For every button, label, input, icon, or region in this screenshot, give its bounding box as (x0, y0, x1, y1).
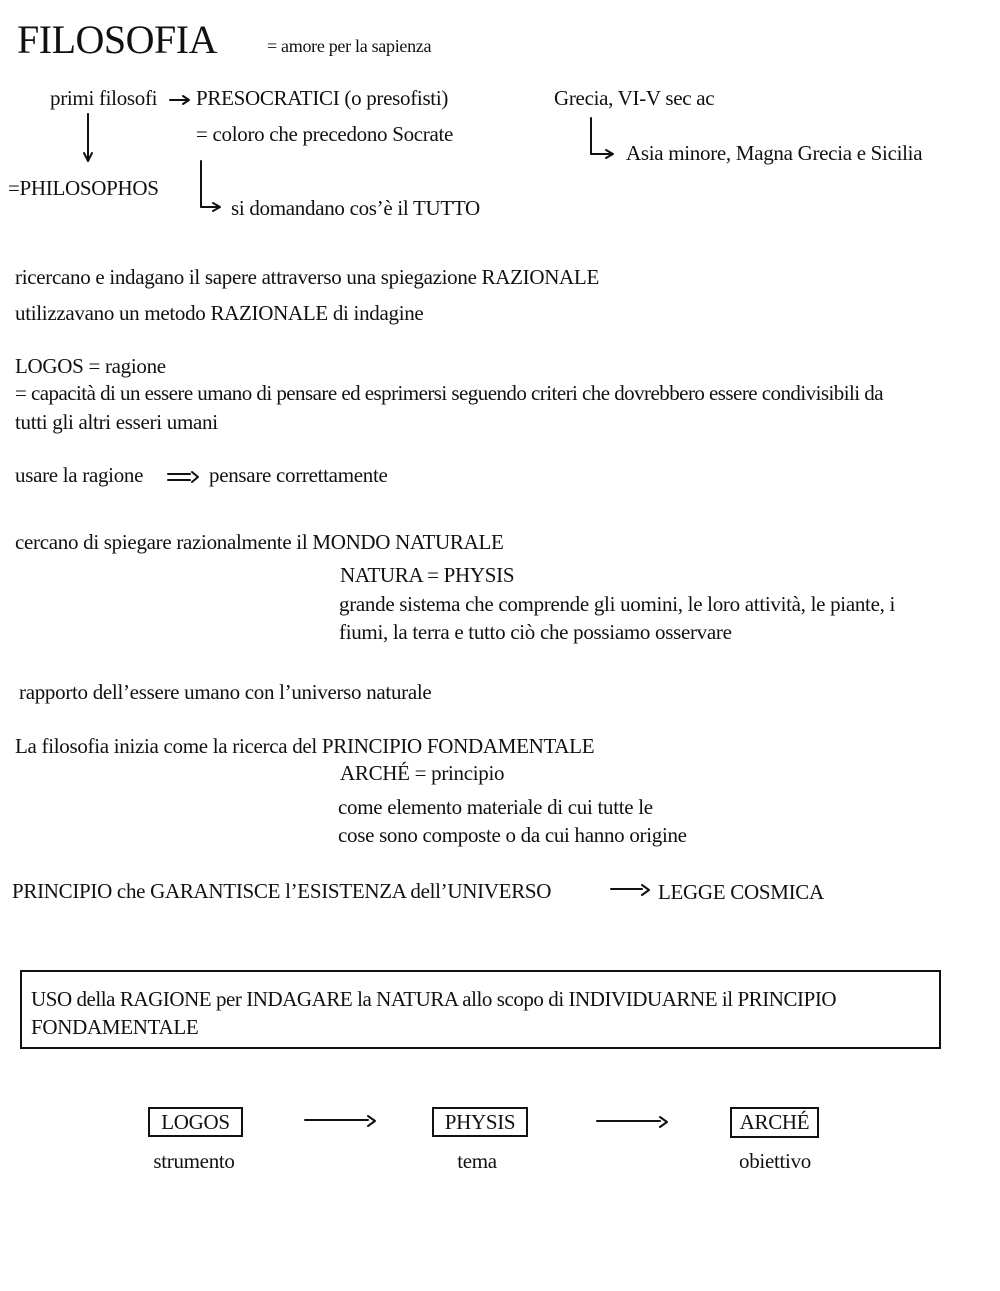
arche-description-2: cose sono composte o da cui hanno origine (338, 823, 687, 847)
tutto-text: si domandano cos’è il TUTTO (231, 196, 480, 220)
flow-caption-strumento: strumento (153, 1149, 235, 1173)
flow-caption-tema: tema (457, 1149, 497, 1173)
presocratici-text: PRESOCRATICI (o presofisti) (196, 86, 449, 110)
arche-definition: ARCHÉ = principio (340, 761, 505, 785)
grecia-text: Grecia, VI-V sec ac (554, 86, 715, 110)
physis-description-1: grande sistema che comprende gli uomini, le loro attività, le piante, i (339, 592, 896, 616)
summary-box (20, 970, 941, 1049)
arrow-logos-physis (305, 1116, 375, 1126)
summary-line-2: FONDAMENTALE (31, 1015, 199, 1039)
summary-line-1: USO della RAGIONE per INDAGARE la NATURA allo scopo di INDIVIDUARNE il PRINCIPIO (31, 987, 837, 1011)
legge-cosmica-text: LEGGE COSMICA (658, 880, 824, 904)
arrow-physis-arche (597, 1117, 667, 1127)
razionale-line-2: utilizzavano un metodo RAZIONALE di indagine (15, 301, 424, 325)
principio-universo-text: PRINCIPIO che GARANTISCE l’ESISTENZA dell’UNIVERSO (12, 879, 552, 903)
primi-filosofi-text: primi filosofi (50, 86, 158, 110)
razionale-line-1: ricercano e indagano il sapere attraverso una spiegazione RAZIONALE (15, 265, 599, 289)
arrow-legge-cosmica (611, 885, 649, 895)
arche-description-1: come elemento materiale di cui tutte le (338, 795, 653, 819)
coloro-text: = coloro che precedono Socrate (196, 122, 454, 146)
philosophos-text: =PHILOSOPHOS (8, 176, 159, 200)
principio-fondamentale-text: La filosofia inizia come la ricerca del PRINCIPIO FONDAMENTALE (15, 734, 595, 758)
logos-definition-line-2: tutti gli altri esseri umani (15, 410, 218, 434)
flow-keyword-arche: ARCHÉ (730, 1107, 819, 1138)
flow-keyword-physis: PHYSIS (432, 1107, 528, 1137)
mondo-naturale-text: cercano di spiegare razionalmente il MONDO NATURALE (15, 530, 504, 554)
flow-keyword-logos: LOGOS (148, 1107, 243, 1137)
rapporto-text: rapporto dell’essere umano con l’universo naturale (19, 680, 432, 704)
double-arrow-ragione (168, 472, 198, 482)
logos-definition-line-1: = capacità di un essere umano di pensare ed esprimersi seguendo criteri che dovrebbero essere condivisibili da (15, 381, 884, 405)
page-title: FILOSOFIA (17, 17, 217, 62)
pensare-correttamente-text: pensare correttamente (209, 463, 388, 487)
arrow-down-philosophos (84, 114, 92, 161)
physis-definition: NATURA = PHYSIS (340, 563, 515, 587)
arrow-primi-presocratici (170, 96, 189, 104)
physis-description-2: fiumi, la terra e tutto ciò che possiamo osservare (339, 620, 732, 644)
bracket-arrow-tutto (201, 161, 220, 211)
luoghi-text: Asia minore, Magna Grecia e Sicilia (626, 141, 923, 165)
flow-caption-obiettivo: obiettivo (739, 1149, 811, 1173)
bracket-arrow-asia (591, 118, 613, 158)
usare-ragione-text: usare la ragione (15, 463, 144, 487)
logos-definition-title: LOGOS = ragione (15, 354, 166, 378)
title-definition: = amore per la sapienza (267, 36, 432, 56)
